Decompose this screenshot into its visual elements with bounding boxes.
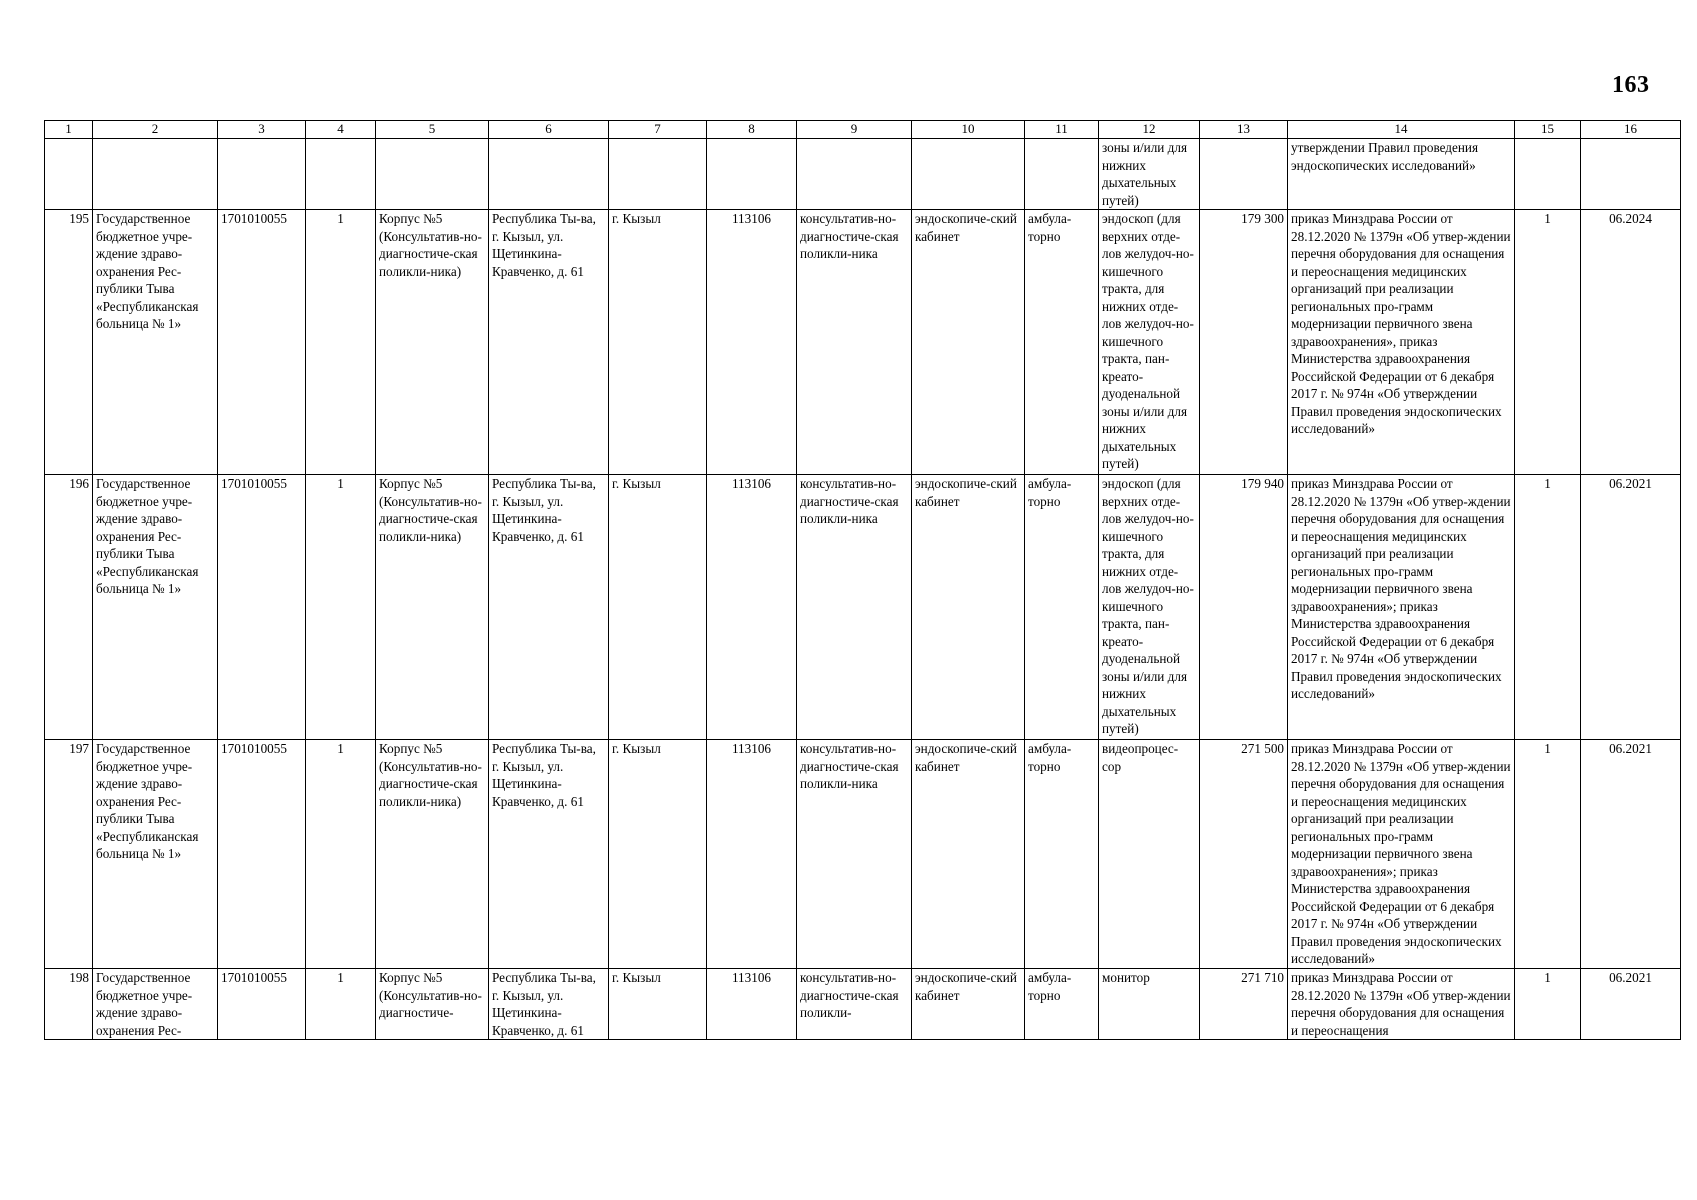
department-cell: консультатив-но-диагностиче-ская поликли- <box>797 969 912 1040</box>
cell <box>306 139 376 210</box>
cell <box>489 139 609 210</box>
equipment-cell: зоны и/или для нижних дыхательных путей) <box>1099 139 1200 210</box>
equipment-register-table <box>44 120 1681 1040</box>
cell <box>376 139 489 210</box>
column-header-13: 13 <box>1200 121 1288 139</box>
organization-cell: Государственное бюджетное учре-ждение здраво-охранения Рес-публики Тыва «Республиканская больница № 1» <box>93 475 218 740</box>
column-header-7: 7 <box>609 121 707 139</box>
cabinet-cell: эндоскопиче-ский кабинет <box>912 740 1025 969</box>
column-header-16: 16 <box>1581 121 1681 139</box>
column-header-3: 3 <box>218 121 306 139</box>
date-cell: 06.2024 <box>1581 210 1681 475</box>
column-header-4: 4 <box>306 121 376 139</box>
table-row <box>45 969 1681 1040</box>
count-cell: 1 <box>306 210 376 475</box>
table-header <box>45 121 1681 139</box>
date-cell: 06.2021 <box>1581 740 1681 969</box>
table-body <box>45 139 1681 1040</box>
count-cell: 1 <box>306 475 376 740</box>
city-cell: г. Кызыл <box>609 740 707 969</box>
column-header-5: 5 <box>376 121 489 139</box>
quantity-cell: 1 <box>1515 740 1581 969</box>
column-header-6: 6 <box>489 121 609 139</box>
cell <box>797 139 912 210</box>
column-header-8: 8 <box>707 121 797 139</box>
row-number: 198 <box>45 969 93 1040</box>
cell <box>912 139 1025 210</box>
department-cell: консультатив-но-диагностиче-ская поликли-ника <box>797 740 912 969</box>
cell <box>45 139 93 210</box>
price-cell: 271 710 <box>1200 969 1288 1040</box>
column-header-12: 12 <box>1099 121 1200 139</box>
count-cell: 1 <box>306 969 376 1040</box>
quantity-cell: 1 <box>1515 969 1581 1040</box>
count-cell: 1 <box>306 740 376 969</box>
equipment-cell: эндоскоп (для верхних отде-лов желудоч-но-кишечного тракта, для нижних отде-лов желудоч-но-кишечного тракта, пан-креато-дуоденальной зоны и/или для нижних дыхательных путей) <box>1099 475 1200 740</box>
city-cell: г. Кызыл <box>609 969 707 1040</box>
column-header-2: 2 <box>93 121 218 139</box>
building-cell: Корпус №5 (Консультатив-но-диагностиче-ская поликли-ника) <box>376 475 489 740</box>
basis-cell: приказ Минздрава России от 28.12.2020 № 1379н «Об утвер-ждении перечня оборудования для оснащения и переоснащения медицинских организаций при реализации региональных про-грамм модернизации первичного звена здравоохранения», приказ Министерства здравоохранения Российской Федерации от 6 декабря 2017 г. № 974н «Об утверждении Правил проведения эндоскопических исследований» <box>1288 210 1515 475</box>
address-cell: Республика Ты-ва, г. Кызыл, ул. Щетинкина-Кравченко, д. 61 <box>489 475 609 740</box>
city-cell: г. Кызыл <box>609 475 707 740</box>
code-cell: 113106 <box>707 969 797 1040</box>
basis-cell: приказ Минздрава России от 28.12.2020 № 1379н «Об утвер-ждении перечня оборудования для оснащения и переоснащения медицинских организаций при реализации региональных про-грамм модернизации первичного звена здравоохранения»; приказ Министерства здравоохранения Российской Федерации от 6 декабря 2017 г. № 974н «Об утверждении Правил проведения эндоскопических исследований» <box>1288 475 1515 740</box>
row-number: 195 <box>45 210 93 475</box>
price-cell: 179 300 <box>1200 210 1288 475</box>
basis-cell: приказ Минздрава России от 28.12.2020 № 1379н «Об утвер-ждении перечня оборудования для оснащения и переоснащения <box>1288 969 1515 1040</box>
continuation-row <box>45 139 1681 210</box>
date-cell: 06.2021 <box>1581 475 1681 740</box>
cabinet-cell: эндоскопиче-ский кабинет <box>912 210 1025 475</box>
building-cell: Корпус №5 (Консультатив-но-диагностиче-ская поликли-ника) <box>376 210 489 475</box>
care-type-cell: амбула-торно <box>1025 210 1099 475</box>
cabinet-cell: эндоскопиче-ский кабинет <box>912 969 1025 1040</box>
org-code-cell: 1701010055 <box>218 475 306 740</box>
equipment-cell: видеопроцес-сор <box>1099 740 1200 969</box>
code-cell: 113106 <box>707 210 797 475</box>
page-number: 163 <box>1612 72 1650 98</box>
org-code-cell: 1701010055 <box>218 210 306 475</box>
building-cell: Корпус №5 (Консультатив-но-диагностиче-ская поликли-ника) <box>376 740 489 969</box>
date-cell: 06.2021 <box>1581 969 1681 1040</box>
column-header-9: 9 <box>797 121 912 139</box>
header-row <box>45 121 1681 139</box>
department-cell: консультатив-но-диагностиче-ская поликли-ника <box>797 475 912 740</box>
row-number: 196 <box>45 475 93 740</box>
price-cell: 179 940 <box>1200 475 1288 740</box>
column-header-15: 15 <box>1515 121 1581 139</box>
org-code-cell: 1701010055 <box>218 740 306 969</box>
cell <box>218 139 306 210</box>
care-type-cell: амбула-торно <box>1025 740 1099 969</box>
quantity-cell: 1 <box>1515 210 1581 475</box>
care-type-cell: амбула-торно <box>1025 969 1099 1040</box>
code-cell: 113106 <box>707 475 797 740</box>
cell <box>1025 139 1099 210</box>
column-header-10: 10 <box>912 121 1025 139</box>
column-header-11: 11 <box>1025 121 1099 139</box>
quantity-cell: 1 <box>1515 475 1581 740</box>
cabinet-cell: эндоскопиче-ский кабинет <box>912 475 1025 740</box>
basis-cell: приказ Минздрава России от 28.12.2020 № 1379н «Об утвер-ждении перечня оборудования для оснащения и переоснащения медицинских организаций при реализации региональных про-грамм модернизации первичного звена здравоохранения»; приказ Министерства здравоохранения Российской Федерации от 6 декабря 2017 г. № 974н «Об утверждении Правил проведения эндоскопических исследований» <box>1288 740 1515 969</box>
cell <box>1200 139 1288 210</box>
address-cell: Республика Ты-ва, г. Кызыл, ул. Щетинкина-Кравченко, д. 61 <box>489 210 609 475</box>
column-header-1: 1 <box>45 121 93 139</box>
city-cell: г. Кызыл <box>609 210 707 475</box>
organization-cell: Государственное бюджетное учре-ждение здраво-охранения Рес-публики Тыва «Республиканская больница № 1» <box>93 210 218 475</box>
address-cell: Республика Ты-ва, г. Кызыл, ул. Щетинкина-Кравченко, д. 61 <box>489 740 609 969</box>
column-header-14: 14 <box>1288 121 1515 139</box>
equipment-cell: монитор <box>1099 969 1200 1040</box>
basis-cell: утверждении Правил проведения эндоскопических исследований» <box>1288 139 1515 210</box>
organization-cell: Государственное бюджетное учре-ждение здраво-охранения Рес-публики Тыва «Республиканская больница № 1» <box>93 740 218 969</box>
row-number: 197 <box>45 740 93 969</box>
cell <box>93 139 218 210</box>
care-type-cell: амбула-торно <box>1025 475 1099 740</box>
cell <box>1581 139 1681 210</box>
address-cell: Республика Ты-ва, г. Кызыл, ул. Щетинкина-Кравченко, д. 61 <box>489 969 609 1040</box>
table-row <box>45 475 1681 740</box>
table-row <box>45 210 1681 475</box>
price-cell: 271 500 <box>1200 740 1288 969</box>
department-cell: консультатив-но-диагностиче-ская поликли-ника <box>797 210 912 475</box>
table-row <box>45 740 1681 969</box>
equipment-cell: эндоскоп (для верхних отде-лов желудоч-но-кишечного тракта, для нижних отде-лов желудоч-но-кишечного тракта, пан-креато-дуоденальной зоны и/или для нижних дыхательных путей) <box>1099 210 1200 475</box>
code-cell: 113106 <box>707 740 797 969</box>
cell <box>1515 139 1581 210</box>
org-code-cell: 1701010055 <box>218 969 306 1040</box>
cell <box>609 139 707 210</box>
organization-cell: Государственное бюджетное учре-ждение здраво-охранения Рес- <box>93 969 218 1040</box>
building-cell: Корпус №5 (Консультатив-но-диагностиче- <box>376 969 489 1040</box>
cell <box>707 139 797 210</box>
